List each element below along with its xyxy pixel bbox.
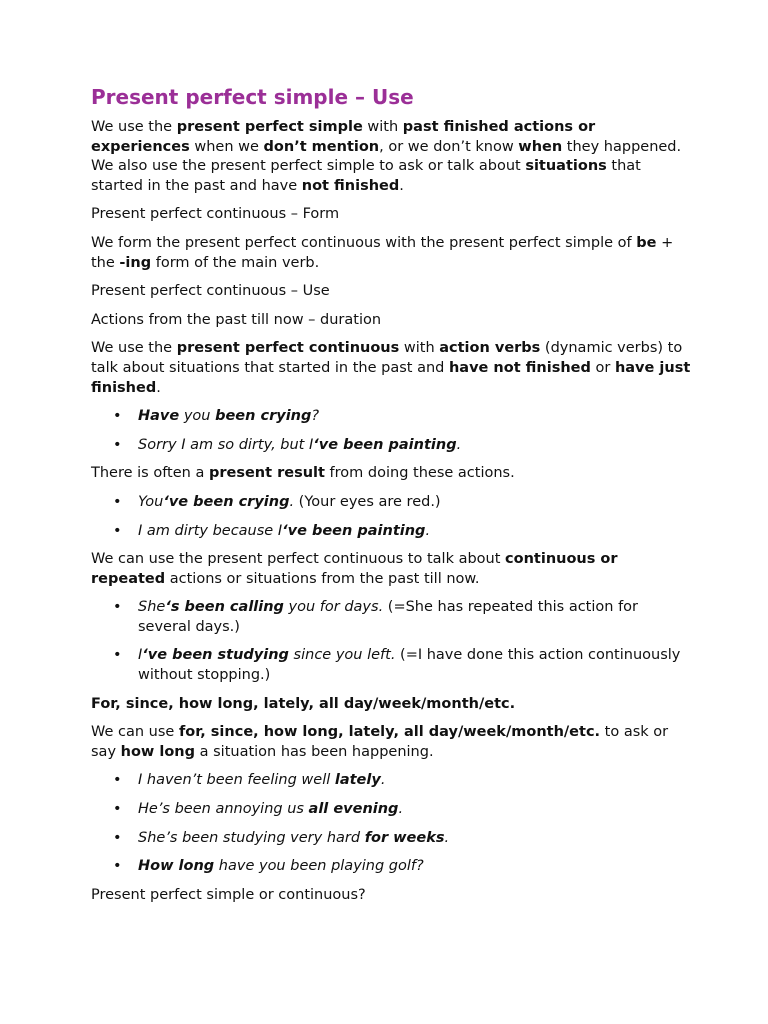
list-item bbox=[91, 407, 691, 427]
text-run: since you left. bbox=[288, 647, 396, 664]
text-run: you for days. bbox=[283, 599, 384, 616]
text-run: a situation has been happening. bbox=[195, 743, 434, 760]
text-run: We form the present perfect continuous with the present perfect simple of bbox=[91, 234, 637, 251]
text-run: We can use bbox=[91, 724, 179, 741]
text-run: past finished actions or experiences bbox=[91, 119, 596, 155]
page-title: Present perfect simple – Use bbox=[91, 85, 414, 109]
bullet-list bbox=[91, 407, 691, 455]
list-item bbox=[91, 646, 691, 685]
paragraph bbox=[91, 118, 691, 196]
text-run: He’s been annoying us bbox=[138, 801, 309, 818]
text-run: present result bbox=[208, 465, 325, 482]
text-run: There is often a bbox=[91, 465, 209, 482]
paragraph bbox=[91, 886, 691, 906]
text-run: You bbox=[138, 493, 164, 510]
list-item bbox=[91, 829, 691, 849]
text-run: all evening bbox=[308, 801, 399, 818]
paragraph bbox=[91, 695, 691, 715]
paragraph bbox=[91, 339, 691, 398]
text-run: ? bbox=[311, 408, 320, 425]
list-item bbox=[91, 857, 691, 877]
text-run: form of the main verb. bbox=[151, 254, 320, 271]
text-run: have you been playing golf? bbox=[214, 858, 424, 875]
text-run: Present perfect continuous – Form bbox=[91, 206, 340, 223]
text-run: with bbox=[362, 119, 403, 135]
document-body bbox=[91, 118, 691, 905]
text-run: Actions from the past till now – duration bbox=[91, 311, 382, 328]
text-run: She’s been studying very hard bbox=[138, 829, 365, 846]
text-run: ‘ve been painting bbox=[282, 522, 426, 539]
text-run: I haven’t been feeling well bbox=[138, 772, 335, 789]
text-run: been crying bbox=[215, 408, 312, 425]
text-run: ‘ve been painting bbox=[313, 436, 457, 453]
list-item bbox=[91, 771, 691, 791]
text-run: when we bbox=[189, 138, 264, 155]
text-run: . bbox=[380, 772, 386, 789]
text-run: We can use the present perfect continuous to talk about bbox=[91, 551, 506, 568]
text-run: I am dirty because I bbox=[138, 522, 283, 539]
text-run: , or we don’t know bbox=[379, 138, 519, 155]
text-run: (=She has repeated this action for several days.) bbox=[138, 599, 639, 635]
text-run: . bbox=[444, 829, 450, 846]
text-run: present perfect continuous bbox=[176, 340, 400, 357]
list-item bbox=[91, 436, 691, 456]
text-run: We use the bbox=[91, 340, 177, 357]
text-run: She bbox=[138, 599, 166, 616]
text-run: have not finished bbox=[448, 359, 591, 376]
bullet-list bbox=[91, 771, 691, 876]
text-run: for, since, how long, lately, all day/week/month/etc. bbox=[178, 724, 601, 741]
text-run: from doing these actions. bbox=[324, 465, 515, 482]
list-item bbox=[91, 598, 691, 637]
paragraph bbox=[91, 282, 691, 302]
text-run: actions or situations from the past till now. bbox=[165, 570, 480, 587]
text-run: . bbox=[399, 177, 404, 194]
text-run: not finished bbox=[301, 177, 400, 194]
text-run: situations bbox=[525, 158, 607, 175]
bullet-list bbox=[91, 598, 691, 685]
text-run: (dynamic verbs) to talk about situations that started in the past and bbox=[91, 340, 683, 376]
text-run: how long bbox=[120, 743, 196, 760]
list-item bbox=[91, 800, 691, 820]
text-run: you bbox=[179, 408, 216, 425]
text-run: or bbox=[590, 359, 615, 376]
text-run: with bbox=[399, 340, 440, 357]
text-run: . bbox=[425, 522, 431, 539]
text-run: don’t mention bbox=[263, 138, 380, 155]
text-run: when bbox=[518, 138, 563, 155]
text-run: How long bbox=[138, 858, 215, 875]
paragraph bbox=[91, 311, 691, 331]
text-run: Present perfect simple or continuous? bbox=[91, 886, 366, 903]
text-run: I bbox=[138, 647, 143, 664]
bullet-list bbox=[91, 493, 691, 541]
text-run: to ask or say bbox=[91, 724, 669, 760]
text-run: . bbox=[398, 801, 404, 818]
paragraph bbox=[91, 550, 691, 589]
text-run: -ing bbox=[119, 254, 152, 271]
paragraph bbox=[91, 723, 691, 762]
text-run: ‘ve been studying bbox=[142, 647, 289, 664]
text-run: . bbox=[289, 493, 295, 510]
list-item bbox=[91, 493, 691, 513]
paragraph bbox=[91, 464, 691, 484]
paragraph bbox=[91, 234, 691, 273]
text-run: for weeks bbox=[364, 829, 445, 846]
text-run: action verbs bbox=[439, 340, 541, 357]
text-run: . bbox=[156, 379, 161, 396]
text-run: present perfect simple bbox=[176, 119, 363, 135]
text-run: ‘s been calling bbox=[165, 599, 284, 616]
text-run: ‘ve been crying bbox=[163, 493, 290, 510]
text-run: lately bbox=[334, 772, 381, 789]
text-run: Sorry I am so dirty, but I bbox=[138, 436, 314, 453]
text-run: be bbox=[636, 234, 657, 251]
document-page bbox=[91, 84, 691, 914]
text-run: (=I have done this action continuously without stopping.) bbox=[138, 647, 681, 684]
text-run: continuous or repeated bbox=[91, 551, 618, 587]
text-run: + the bbox=[91, 234, 674, 271]
text-run: have just finished bbox=[91, 359, 691, 396]
text-run: (Your eyes are red.) bbox=[294, 493, 441, 510]
text-run: Present perfect continuous – Use bbox=[91, 283, 330, 300]
text-run: For, since, how long, lately, all day/week/month/etc. bbox=[91, 695, 516, 712]
text-run: that started in the past and have bbox=[91, 158, 641, 194]
list-item bbox=[91, 522, 691, 542]
text-run: . bbox=[456, 436, 462, 453]
paragraph bbox=[91, 205, 691, 225]
text-run: they happened. We also use the present perfect simple to ask or talk about bbox=[91, 138, 682, 175]
text-run: We use the bbox=[91, 119, 177, 135]
text-run: Have bbox=[138, 408, 180, 425]
